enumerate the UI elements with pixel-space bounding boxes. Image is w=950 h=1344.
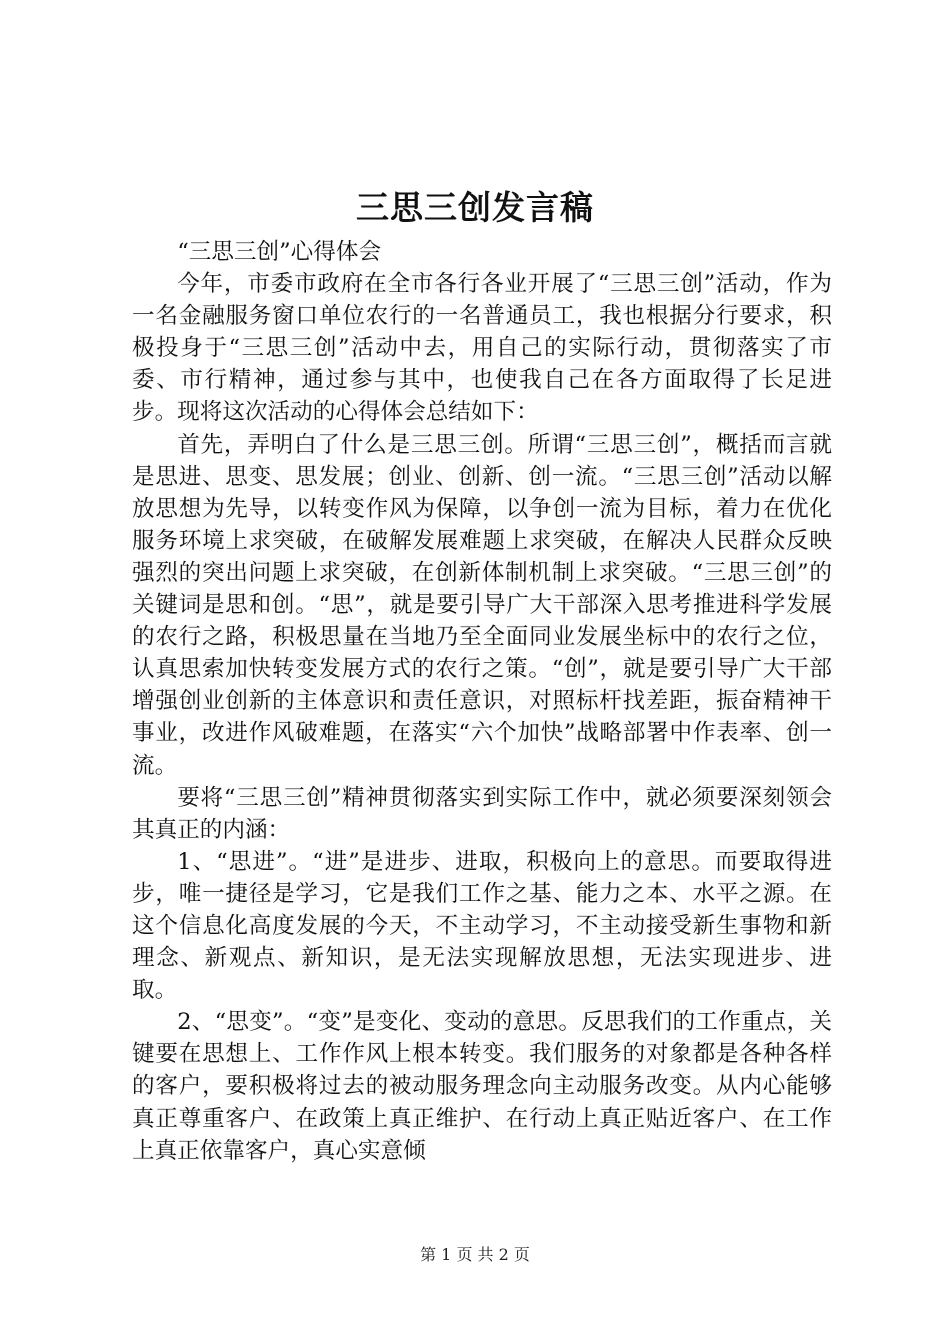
point-one-paragraph: 1、“思进”。“进”是进步、进取，积极向上的意思。而要取得进步，唯一捷径是学习，它是我们工作之基、能力之本、水平之源。在这个信息化高度发展的今天，不主动学习，不主动接受新生事物和新理念、新观点、新知识，是无法实现解放思想，无法实现进步、进取。 [132, 848, 832, 1004]
intro-paragraph: 今年，市委市政府在全市各行各业开展了“三思三创”活动，作为一名金融服务窗口单位农行的一名普通员工，我也根据分行要求，积极投身于“三思三创”活动中去，用自己的实际行动，贯彻落实了市委、市行精神，通过参与其中，也使我自己在各方面取得了长足进步。现将这次活动的心得体会总结如下： [132, 271, 832, 426]
definition-paragraph: 首先，弄明白了什么是三思三创。所谓“三思三创”，概括而言就是思进、思变、思发展；创业、创新、创一流。“三思三创”活动以解放思想为先导，以转变作风为保障，以争创一流为目标，着力在优化服务环境上求突破，在破解发展难题上求突破，在解决人民群众反映强烈的突出问题上求突破，在创新体制机制上求突破。“三思三创”的关键词是思和创。“思”，就是要引导广大干部深入思考推进科学发展的农行之路，积极思量在当地乃至全面同业发展坐标中的农行之位，认真思索加快转变发展方式的农行之策。“创”，就是要引导广大干部增强创业创新的主体意识和责任意识，对照标杆找差距，振奋精神干事业，改进作风破难题，在落实“六个加快”战略部署中作表率、创一流。 [132, 431, 832, 779]
document-title: 三思三创发言稿 [356, 188, 594, 227]
document-body [132, 236, 832, 1167]
transition-paragraph: 要将“三思三创”精神贯彻落实到实际工作中，就必须要深刻领会其真正的内涵： [132, 784, 832, 843]
point-two-paragraph: 2、“思变”。“变”是变化、变动的意思。反思我们的工作重点，关键要在思想上、工作作风上根本转变。我们服务的对象都是各种各样的客户，要积极将过去的被动服务理念向主动服务改变。从内心能够真正尊重客户、在政策上真正维护、在行动上真正贴近客户、在工作上真正依靠客户，真心实意倾 [132, 1009, 832, 1164]
subtitle-paragraph: “三思三创”心得体会 [177, 239, 382, 265]
page-footer: 第 1 页 共 2 页 [420, 1245, 530, 1264]
